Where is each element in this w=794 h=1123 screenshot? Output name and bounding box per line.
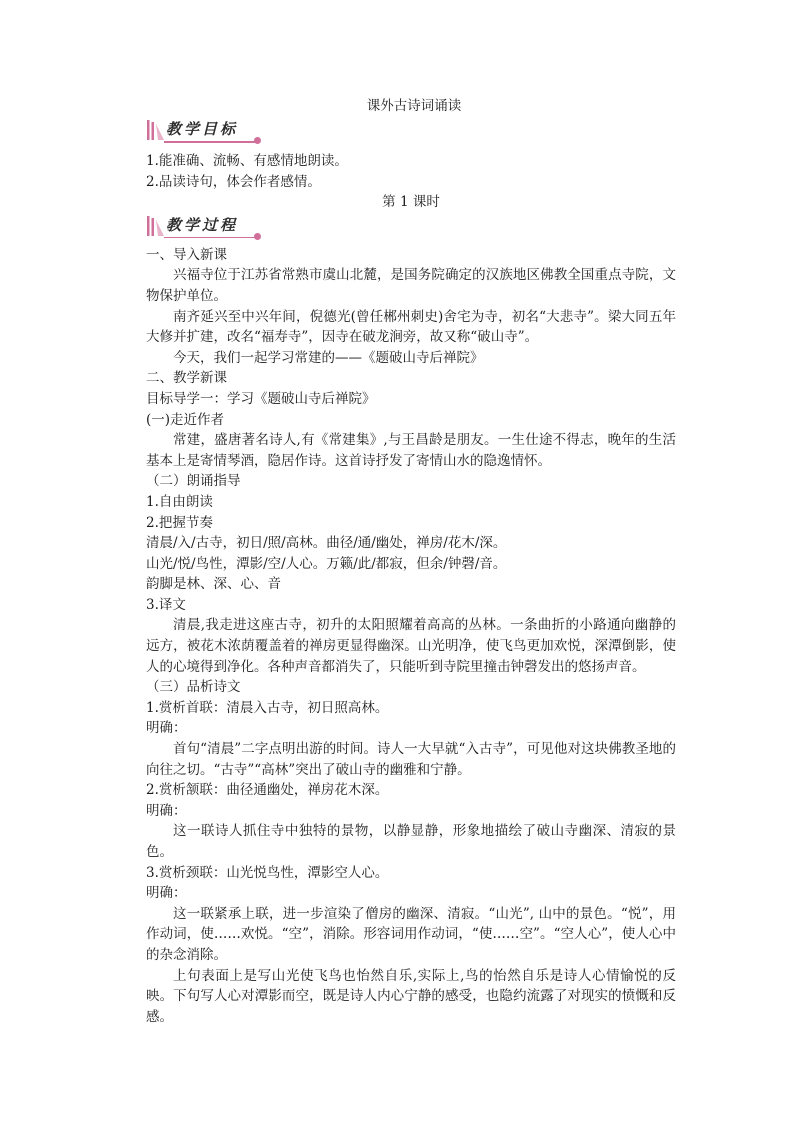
list-item: 1.自由朗读 bbox=[146, 493, 213, 510]
label: 明确： bbox=[146, 802, 187, 819]
subheading: （二）朗诵指导 bbox=[146, 473, 241, 490]
poem-line: 山光/悦/鸟性，潭影/空/人心。万籁/此/都寂，但余/钟磬/音。 bbox=[146, 555, 507, 572]
list-item: 3.译文 bbox=[146, 596, 186, 613]
lesson-label: 第 1 课时 bbox=[382, 194, 440, 211]
section-marker-icon bbox=[146, 120, 164, 140]
paragraph: 兴福寺位于江苏省常熟市虞山北麓，是国务院确定的汉族地区佛教全国重点寺院，文物保护单位。 bbox=[146, 267, 676, 304]
label: 明确： bbox=[146, 720, 187, 737]
list-item: 3.赏析颈联：山光悦鸟性，潭影空人心。 bbox=[146, 864, 389, 881]
subheading: (一)走近作者 bbox=[146, 411, 225, 428]
list-item: 2.赏析颔联：曲径通幽处，禅房花木深。 bbox=[146, 782, 389, 799]
section-underline bbox=[164, 141, 256, 143]
process-header-label: 教学过程 bbox=[166, 215, 239, 234]
paragraph: 上句表面上是写山光使飞鸟也怡然自乐,实际上,鸟的怡然自乐是诗人心情愉悦的反映。下句写人心对潭影而空，既是诗人内心宁静的感受，也隐约流露了对现实的愤慨和反感。 bbox=[146, 967, 676, 1025]
section-underline bbox=[164, 237, 256, 239]
list-item: 2.把握节奏 bbox=[146, 514, 213, 531]
subheading: （三）品析诗文 bbox=[146, 679, 241, 696]
paragraph: 清晨,我走进这座古寺，初升的太阳照耀着高高的丛林。一条曲折的小路通向幽静的远方，被花木浓荫覆盖着的禅房更显得幽深。山光明净，使飞鸟更加欢悦，深潭倒影，使人的心境得到净化。各种声音都消失了，只能听到寺院里撞击钟磬发出的悠扬声音。 bbox=[146, 617, 676, 675]
subheading: 目标导学一：学习《题破山寺后禅院》 bbox=[146, 390, 376, 407]
poem-line: 清晨/入/古寺，初日/照/高林。曲径/通/幽处，禅房/花木/深。 bbox=[146, 535, 507, 552]
section-dot-icon bbox=[254, 137, 261, 144]
goals-list bbox=[146, 151, 676, 192]
goals-section-header bbox=[146, 117, 676, 145]
paragraph: 南齐延兴至中兴年间，倪德光(曾任郴州刺史)舍宅为寺，初名“大悲寺”。梁大同五年大修并扩建，改名“福寿寺”，因寺在破龙涧旁，故又称“破山寺”。 bbox=[146, 308, 676, 346]
section-marker-icon bbox=[146, 216, 164, 236]
heading-new-lesson: 二、教学新课 bbox=[146, 370, 227, 387]
section-dot-icon bbox=[254, 233, 261, 240]
goal-item: 1.能准确、流畅、有感情地朗读。 bbox=[146, 153, 348, 169]
paragraph: 今天，我们一起学习常建的——《题破山寺后禅院》 bbox=[173, 349, 484, 366]
document-title: 课外古诗词诵读 bbox=[366, 98, 462, 114]
label: 明确： bbox=[146, 885, 187, 902]
heading-intro: 一、导入新课 bbox=[146, 246, 227, 263]
paragraph: 首句“清晨”二字点明出游的时间。诗人一大早就“入古寺”，可见他对这块佛教圣地的向往之切。“古寺”“高林”突出了破山寺的幽雅和宁静。 bbox=[146, 741, 676, 778]
process-section-header bbox=[146, 213, 676, 241]
paragraph: 这一联紧承上联，进一步渲染了僧房的幽深、清寂。“山光”, 山中的景色。“悦”，用作动词，使……欢悦。“空”，消除。形容词用作动词，“使……空”。“空人心”，使人心中的杂念消除。 bbox=[146, 905, 676, 963]
goal-item: 2.品读诗句，体会作者感情。 bbox=[146, 173, 321, 190]
paragraph: 这一联诗人抓住寺中独特的景物，以静显静，形象地描绘了破山寺幽深、清寂的景色。 bbox=[146, 823, 676, 860]
process-body bbox=[146, 245, 676, 1028]
paragraph: 常建，盛唐著名诗人,有《常建集》,与王昌龄是朋友。一生仕途不得志，晚年的生活基本上是寄情琴酒，隐居作诗。这首诗抒发了寄情山水的隐逸情怀。 bbox=[146, 432, 676, 469]
paragraph: 韵脚是林、深、心、音 bbox=[146, 576, 281, 593]
document-content bbox=[146, 95, 676, 1027]
list-item: 1.赏析首联：清晨入古寺，初日照高林。 bbox=[146, 699, 389, 716]
goals-header-label: 教学目标 bbox=[166, 120, 239, 138]
